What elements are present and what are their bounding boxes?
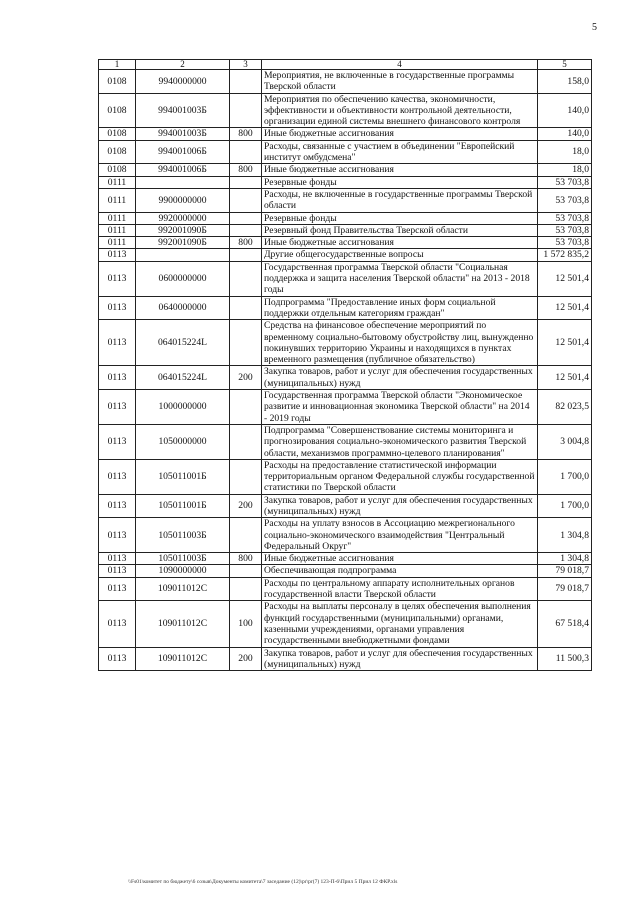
target-article-cell: 0640000000	[136, 296, 230, 320]
expense-type-cell: 800	[230, 553, 262, 565]
table-row	[99, 553, 592, 565]
amount-cell: 12 501,4	[538, 296, 592, 320]
section-code-cell: 0113	[99, 601, 136, 647]
amount-cell: 3 004,8	[538, 424, 592, 459]
expense-type-cell	[230, 320, 262, 366]
amount-cell: 1 700,0	[538, 494, 592, 518]
section-code-cell: 0108	[99, 93, 136, 128]
table-row	[99, 424, 592, 459]
expense-name-cell: Иные бюджетные ассигнования	[262, 164, 538, 176]
section-code-cell: 0108	[99, 70, 136, 94]
expense-name-cell: Иные бюджетные ассигнования	[262, 553, 538, 565]
column-header: 5	[538, 60, 592, 70]
section-code-cell: 0113	[99, 390, 136, 425]
amount-cell: 79 018,7	[538, 577, 592, 601]
target-article-cell	[136, 249, 230, 261]
table-body	[99, 70, 592, 671]
target-article-cell: 0600000000	[136, 261, 230, 296]
table-row	[99, 261, 592, 296]
table-row	[99, 128, 592, 140]
section-code-cell: 0113	[99, 518, 136, 553]
expense-type-cell	[230, 188, 262, 212]
target-article-cell: 109011012С	[136, 601, 230, 647]
target-article-cell: 105011003Б	[136, 518, 230, 553]
expense-type-cell	[230, 261, 262, 296]
amount-cell: 140,0	[538, 128, 592, 140]
expense-type-cell: 200	[230, 494, 262, 518]
section-code-cell: 0113	[99, 553, 136, 565]
column-header: 2	[136, 60, 230, 70]
table-row	[99, 164, 592, 176]
expense-type-cell: 200	[230, 647, 262, 671]
expense-type-cell: 200	[230, 366, 262, 390]
target-article-cell: 064015224L	[136, 320, 230, 366]
expense-type-cell	[230, 93, 262, 128]
table-row	[99, 249, 592, 261]
target-article-cell: 105011003Б	[136, 553, 230, 565]
expense-type-cell: 800	[230, 128, 262, 140]
expense-name-cell: Расходы, не включенные в государственные программы Тверской области	[262, 188, 538, 212]
table-row	[99, 494, 592, 518]
expense-name-cell: Государственная программа Тверской области "Социальная поддержка и защита населения Тверской области" на 2013 - 2018 годы	[262, 261, 538, 296]
amount-cell: 53 703,8	[538, 224, 592, 236]
target-article-cell: 994001006Б	[136, 164, 230, 176]
amount-cell: 53 703,8	[538, 237, 592, 249]
amount-cell: 12 501,4	[538, 261, 592, 296]
table-row	[99, 390, 592, 425]
section-code-cell: 0113	[99, 459, 136, 494]
table-row	[99, 224, 592, 236]
section-code-cell: 0113	[99, 494, 136, 518]
amount-cell: 12 501,4	[538, 320, 592, 366]
amount-cell: 11 500,3	[538, 647, 592, 671]
expense-name-cell: Другие общегосударственные вопросы	[262, 249, 538, 261]
amount-cell: 67 518,4	[538, 601, 592, 647]
target-article-cell: 1050000000	[136, 424, 230, 459]
expense-type-cell	[230, 140, 262, 164]
section-code-cell: 0111	[99, 176, 136, 188]
section-code-cell: 0111	[99, 188, 136, 212]
expense-type-cell	[230, 212, 262, 224]
section-code-cell: 0113	[99, 577, 136, 601]
expense-type-cell: 800	[230, 164, 262, 176]
expense-name-cell: Расходы на уплату взносов в Ассоциацию межрегионального социально-экономического взаимодействия "Центральный Федеральный Округ"	[262, 518, 538, 553]
target-article-cell: 109011012С	[136, 577, 230, 601]
expense-type-cell	[230, 565, 262, 577]
target-article-cell: 992001090Б	[136, 237, 230, 249]
section-code-cell: 0111	[99, 237, 136, 249]
target-article-cell: 9920000000	[136, 212, 230, 224]
page-number: 5	[592, 22, 597, 33]
table-row	[99, 320, 592, 366]
expense-name-cell: Резервные фонды	[262, 212, 538, 224]
expense-type-cell: 100	[230, 601, 262, 647]
expense-name-cell: Закупка товаров, работ и услуг для обеспечения государственных (муниципальных) нужд	[262, 366, 538, 390]
expense-name-cell: Иные бюджетные ассигнования	[262, 237, 538, 249]
expense-type-cell	[230, 390, 262, 425]
table-row	[99, 188, 592, 212]
target-article-cell: 994001003Б	[136, 128, 230, 140]
expense-name-cell: Расходы, связанные с участием в объединении "Европейский институт омбудсмена"	[262, 140, 538, 164]
expense-type-cell	[230, 459, 262, 494]
expense-name-cell: Мероприятия, не включенные в государственные программы Тверской области	[262, 70, 538, 94]
amount-cell: 18,0	[538, 164, 592, 176]
expense-name-cell: Средства на финансовое обеспечение мероприятий по временному социально-бытовому обустройству лиц, вынужденно покинувших территорию Украины и находящихся в пунктах временного размещения (публичное обязательство)	[262, 320, 538, 366]
section-code-cell: 0108	[99, 140, 136, 164]
expense-name-cell: Иные бюджетные ассигнования	[262, 128, 538, 140]
amount-cell: 53 703,8	[538, 188, 592, 212]
table-row	[99, 93, 592, 128]
expense-type-cell	[230, 176, 262, 188]
amount-cell: 140,0	[538, 93, 592, 128]
table-row	[99, 212, 592, 224]
target-article-cell: 9940000000	[136, 70, 230, 94]
amount-cell: 18,0	[538, 140, 592, 164]
expense-name-cell: Государственная программа Тверской области "Экономическое развитие и инновационная экономика Тверской области" на 2014 - 2019 годы	[262, 390, 538, 425]
section-code-cell: 0113	[99, 296, 136, 320]
amount-cell: 1 572 835,2	[538, 249, 592, 261]
table-row	[99, 237, 592, 249]
expense-name-cell: Обеспечивающая подпрограмма	[262, 565, 538, 577]
section-code-cell: 0113	[99, 261, 136, 296]
table-row	[99, 296, 592, 320]
section-code-cell: 0113	[99, 320, 136, 366]
file-path-footer: \\Fs01\комитет по бюджету\6 созыв\Документы комитета\7 заседание (12)\pr\pr(7) 123-П-6\Прил 5 Прил 12 ФКР.xls	[128, 879, 398, 885]
section-code-cell: 0113	[99, 565, 136, 577]
table-row	[99, 459, 592, 494]
table-row	[99, 140, 592, 164]
target-article-cell: 064015224L	[136, 366, 230, 390]
expense-type-cell	[230, 518, 262, 553]
table-row	[99, 565, 592, 577]
table-row	[99, 176, 592, 188]
expense-name-cell: Подпрограмма "Предоставление иных форм социальной поддержки отдельным категориям граждан"	[262, 296, 538, 320]
expense-name-cell: Закупка товаров, работ и услуг для обеспечения государственных (муниципальных) нужд	[262, 647, 538, 671]
target-article-cell: 105011001Б	[136, 459, 230, 494]
expense-name-cell: Мероприятия по обеспечению качества, экономичности, эффективности и объективности контрольной деятельности, организации единой системы внешнего финансового контроля	[262, 93, 538, 128]
expense-name-cell: Расходы по центральному аппарату исполнительных органов государственной власти Тверской области	[262, 577, 538, 601]
expense-type-cell	[230, 424, 262, 459]
expense-name-cell: Расходы на выплаты персоналу в целях обеспечения выполнения функций государственными (муниципальными) органами, казенными учреждениями, органами управления государственными внебюджетными фондами	[262, 601, 538, 647]
amount-cell: 158,0	[538, 70, 592, 94]
expense-type-cell: 800	[230, 237, 262, 249]
section-code-cell: 0108	[99, 164, 136, 176]
expense-name-cell: Подпрограмма "Совершенствование системы мониторинга и прогнозирования социально-экономического развития Тверской области, механизмов программно-целевого планирования"	[262, 424, 538, 459]
column-header: 3	[230, 60, 262, 70]
expense-type-cell	[230, 577, 262, 601]
expense-type-cell	[230, 70, 262, 94]
target-article-cell: 994001003Б	[136, 93, 230, 128]
column-header: 1	[99, 60, 136, 70]
table-row	[99, 70, 592, 94]
expense-type-cell	[230, 296, 262, 320]
target-article-cell: 1090000000	[136, 565, 230, 577]
expense-name-cell: Резервные фонды	[262, 176, 538, 188]
expense-type-cell	[230, 249, 262, 261]
target-article-cell: 1000000000	[136, 390, 230, 425]
amount-cell: 79 018,7	[538, 565, 592, 577]
expense-type-cell	[230, 224, 262, 236]
column-header: 4	[262, 60, 538, 70]
section-code-cell: 0113	[99, 647, 136, 671]
target-article-cell: 109011012С	[136, 647, 230, 671]
expense-name-cell: Резервный фонд Правительства Тверской области	[262, 224, 538, 236]
target-article-cell	[136, 176, 230, 188]
target-article-cell: 9900000000	[136, 188, 230, 212]
target-article-cell: 992001090Б	[136, 224, 230, 236]
amount-cell: 1 304,8	[538, 518, 592, 553]
section-code-cell: 0108	[99, 128, 136, 140]
table-row	[99, 647, 592, 671]
amount-cell: 12 501,4	[538, 366, 592, 390]
expense-name-cell: Закупка товаров, работ и услуг для обеспечения государственных (муниципальных) нужд	[262, 494, 538, 518]
table-row	[99, 601, 592, 647]
amount-cell: 1 700,0	[538, 459, 592, 494]
amount-cell: 53 703,8	[538, 212, 592, 224]
expense-name-cell: Расходы на предоставление статистической информации территориальным органом Федеральной службы государственной статистики по Тверской области	[262, 459, 538, 494]
header-row	[99, 60, 592, 70]
section-code-cell: 0113	[99, 249, 136, 261]
amount-cell: 1 304,8	[538, 553, 592, 565]
table-row	[99, 577, 592, 601]
amount-cell: 53 703,8	[538, 176, 592, 188]
amount-cell: 82 023,5	[538, 390, 592, 425]
section-code-cell: 0111	[99, 224, 136, 236]
table-row	[99, 366, 592, 390]
section-code-cell: 0111	[99, 212, 136, 224]
section-code-cell: 0113	[99, 366, 136, 390]
target-article-cell: 105011001Б	[136, 494, 230, 518]
target-article-cell: 994001006Б	[136, 140, 230, 164]
section-code-cell: 0113	[99, 424, 136, 459]
budget-table	[98, 59, 592, 671]
table-row	[99, 518, 592, 553]
